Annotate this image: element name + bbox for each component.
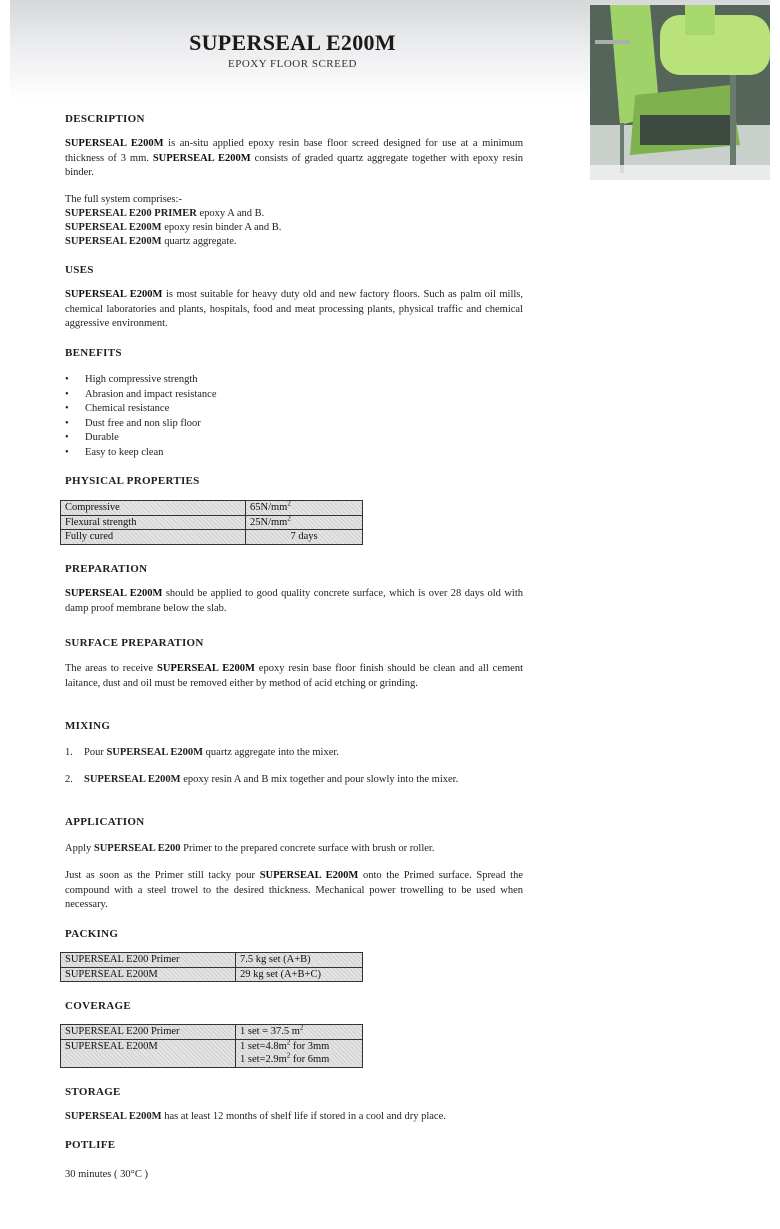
heading-preparation: PREPARATION bbox=[65, 563, 148, 575]
heading-storage: STORAGE bbox=[65, 1086, 121, 1098]
physical-properties-table bbox=[60, 500, 363, 545]
page-title: SUPERSEAL E200M bbox=[189, 30, 396, 55]
list-item: • Durable bbox=[65, 431, 217, 446]
table-cell: 7 days bbox=[246, 530, 363, 545]
table-cell: SUPERSEAL E200 Primer bbox=[61, 953, 236, 968]
list-item: • Dust free and non slip floor bbox=[65, 417, 217, 432]
list-item: • High compressive strength bbox=[65, 373, 217, 388]
table-row bbox=[61, 501, 363, 516]
mixing-step: 1. Pour SUPERSEAL E200M quartz aggregate into the mixer. bbox=[65, 747, 339, 758]
uses-text: SUPERSEAL E200M is most suitable for heavy duty old and new factory floors. Such as palm oil mills, chemical laboratories and plants, hospitals, food and meat processing plants, physical traffic and chemical aggressive environment. bbox=[65, 289, 523, 330]
system-item: SUPERSEAL E200M epoxy resin binder A and B. bbox=[65, 222, 282, 233]
benefits-list bbox=[65, 373, 217, 461]
heading-mixing: MIXING bbox=[65, 720, 111, 732]
system-item: SUPERSEAL E200M quartz aggregate. bbox=[65, 236, 237, 247]
industrial-machine-image bbox=[590, 5, 770, 180]
table-row bbox=[61, 530, 363, 545]
table-row bbox=[61, 1039, 363, 1067]
table-cell: SUPERSEAL E200M bbox=[61, 1039, 236, 1067]
description-text: SUPERSEAL E200M is an-situ applied epoxy resin base floor screed designed for use at a minimum thickness of 3 mm. SUPERSEAL E200M consists of graded quartz aggregate together with epoxy resin binder. bbox=[65, 138, 524, 179]
page-subtitle: EPOXY FLOOR SCREED bbox=[228, 58, 357, 70]
table-row bbox=[61, 515, 363, 530]
table-cell: $25N/mm^2$ bbox=[246, 515, 363, 530]
preparation-text: SUPERSEAL E200M should be applied to good quality concrete surface, which is over 28 days old with damp proof membrane below the slab. bbox=[65, 588, 523, 614]
system-item: SUPERSEAL E200 PRIMER epoxy A and B. bbox=[65, 208, 265, 219]
heading-surface-preparation: SURFACE PREPARATION bbox=[65, 637, 204, 649]
heading-description: DESCRIPTION bbox=[65, 113, 145, 125]
table-cell: $65N/mm^2$ bbox=[246, 501, 363, 516]
storage-text: SUPERSEAL E200M has at least 12 months of shelf life if stored in a cool and dry place. bbox=[65, 1111, 446, 1122]
table-row bbox=[61, 967, 363, 982]
table-cell: 1 set = 37.5 $m^2$ bbox=[236, 1025, 363, 1040]
heading-physical-properties: PHYSICAL PROPERTIES bbox=[65, 475, 200, 487]
heading-benefits: BENEFITS bbox=[65, 347, 122, 359]
table-cell: SUPERSEAL E200 Primer bbox=[61, 1025, 236, 1040]
table-cell: SUPERSEAL E200M bbox=[61, 967, 236, 982]
list-item: • Chemical resistance bbox=[65, 402, 217, 417]
system-intro: The full system comprises:- bbox=[65, 194, 182, 205]
table-cell: 29 kg set (A+B+C) bbox=[236, 967, 363, 982]
table-row bbox=[61, 1025, 363, 1040]
application-text: Just as soon as the Primer still tacky pour SUPERSEAL E200M onto the Primed surface. Spread the compound with a steel trowel to the desired thickness. Mechanical power trowelling to be used when necessary. bbox=[65, 870, 523, 911]
heading-coverage: COVERAGE bbox=[65, 1000, 131, 1012]
potlife-text: 30 minutes ( 30°C ) bbox=[65, 1169, 148, 1180]
table-cell: Fully cured bbox=[61, 530, 246, 545]
surface-preparation-text: The areas to receive SUPERSEAL E200M epoxy resin base floor finish should be clean and all cement laitance, dust and oil must be removed either by method of acid etching or grinding. bbox=[65, 663, 523, 689]
list-item: • Abrasion and impact resistance bbox=[65, 388, 217, 403]
heading-application: APPLICATION bbox=[65, 816, 145, 828]
mixing-step: 2. SUPERSEAL E200M epoxy resin A and B mix together and pour slowly into the mixer. bbox=[65, 774, 459, 785]
heading-potlife: POTLIFE bbox=[65, 1139, 116, 1151]
application-text: Apply SUPERSEAL E200 Primer to the prepared concrete surface with brush or roller. bbox=[65, 843, 435, 854]
table-cell: Flexural strength bbox=[61, 515, 246, 530]
table-row bbox=[61, 953, 363, 968]
list-item: • Easy to keep clean bbox=[65, 446, 217, 461]
coverage-table bbox=[60, 1024, 363, 1068]
heading-packing: PACKING bbox=[65, 928, 119, 940]
table-cell: 7.5 kg set (A+B) bbox=[236, 953, 363, 968]
table-cell: Compressive bbox=[61, 501, 246, 516]
product-photo bbox=[590, 5, 770, 180]
table-cell: 1 $set=4.8m^2$ for 3mm 1 $set=2.9m^2$ for 6mm bbox=[236, 1039, 363, 1067]
heading-uses: USES bbox=[65, 264, 94, 276]
packing-table bbox=[60, 952, 363, 982]
